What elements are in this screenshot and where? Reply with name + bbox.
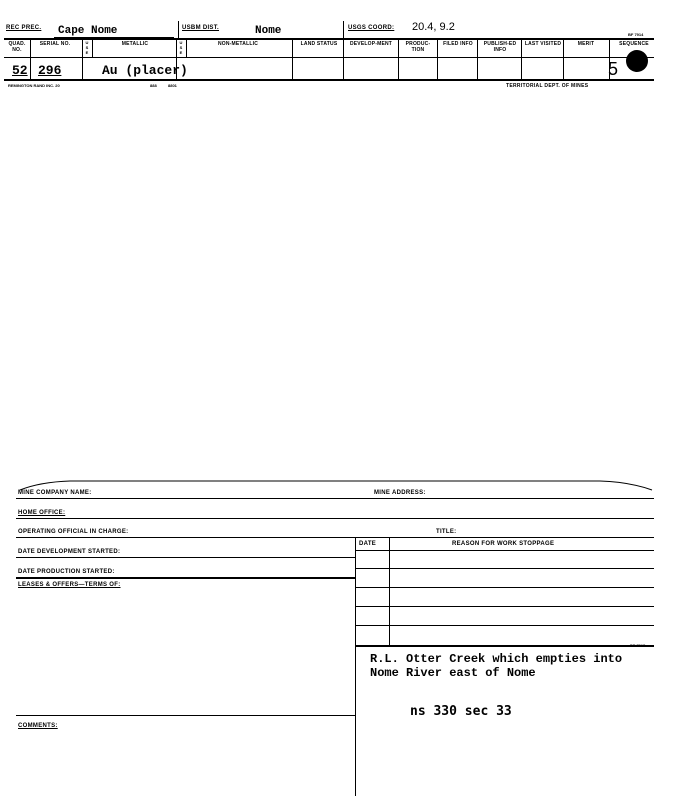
hdr-non-metallic: NON-METALLIC	[217, 41, 259, 47]
hdr-use-1: U S E	[85, 40, 89, 55]
usgs-coord-label: USGS COORD:	[348, 25, 395, 31]
hdr-merit: MERIT	[577, 41, 595, 47]
remarks-line-2: Nome River east of Nome	[370, 666, 536, 680]
usbm-dist-value: Nome	[255, 25, 282, 37]
hdr-metallic: METALLIC	[121, 41, 149, 47]
row-sequence-mark: 5	[608, 59, 619, 79]
footer-code-2: 8801	[168, 83, 177, 88]
title-label: TITLE:	[436, 529, 457, 535]
row-quad-no: 52	[12, 63, 28, 78]
reason-label: REASON FOR WORK STOPPAGE	[452, 541, 555, 547]
top-form-number: BF 7914	[628, 32, 644, 37]
hdr-serial-no: SERIAL NO.	[39, 41, 71, 47]
punch-hole	[626, 50, 648, 72]
card-edge	[0, 474, 678, 494]
rec-prec-label: REC PREC.	[6, 25, 42, 31]
leases-label: LEASES & OFFERS—TERMS OF:	[18, 582, 121, 588]
home-office-label: HOME OFFICE:	[18, 510, 66, 516]
row-metallic: Au (placer)	[102, 63, 188, 78]
footer-code-1: 888	[150, 83, 157, 88]
mine-address-label: MINE ADDRESS:	[374, 490, 426, 496]
remarks-line-1: R.L. Otter Creek which empties into	[370, 652, 623, 666]
hdr-filed-info: FILED INFO	[443, 41, 473, 47]
prod-started-label: DATE PRODUCTION STARTED:	[18, 569, 115, 575]
footer-left: REMINGTON RAND INC. 20	[8, 83, 60, 88]
date-label: DATE	[359, 541, 377, 547]
hdr-published-info: PUBLISH-ED INFO	[483, 41, 517, 53]
hdr-production: PRODUC-TION	[405, 41, 431, 53]
hdr-sequence: SEQUENCE	[619, 41, 649, 47]
rec-prec-value: Cape Nome	[58, 25, 118, 37]
operating-official-label: OPERATING OFFICIAL IN CHARGE:	[18, 529, 129, 535]
bottom-form-number: BF 7915	[630, 643, 646, 648]
hdr-land-status: LAND STATUS	[300, 41, 338, 47]
hdr-last-visited: LAST VISITED	[524, 41, 562, 47]
row-serial-no: 296	[38, 63, 62, 78]
hdr-quad-no: QUAD. NO.	[8, 41, 26, 53]
mine-company-name-label: MINE COMPANY NAME:	[18, 490, 92, 496]
comments-label: COMMENTS:	[18, 723, 58, 729]
hdr-development: DEVELOP-MENT	[349, 41, 393, 47]
footer-right: TERRITORIAL DEPT. OF MINES	[506, 83, 589, 89]
handwritten-ref: ns 330 sec 33	[410, 704, 512, 719]
usbm-dist-label: USBM DIST.	[182, 25, 220, 31]
hdr-use-2: U S E	[179, 40, 183, 55]
usgs-coord-value: 20.4, 9.2	[412, 21, 455, 33]
dev-started-label: DATE DEVELOPMENT STARTED:	[18, 549, 121, 555]
